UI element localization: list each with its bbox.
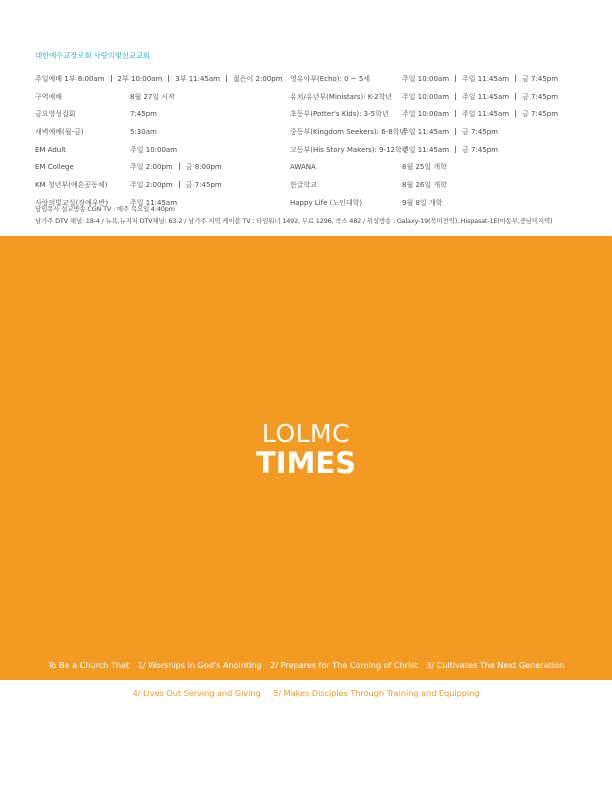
schedule-value: 주일 10:00am [402, 92, 450, 101]
broadcast-line-1: 담임목사 설교방송 CGN TV : 매주 목요일 4:40pm [35, 205, 175, 213]
mission-item: 2/ Prepares for The Coming of Christ [270, 660, 418, 670]
schedule-row [290, 180, 590, 198]
schedule-right-column [290, 74, 590, 216]
schedule-value: 8월 27일 시작 [130, 92, 175, 101]
schedule-label: EM College [35, 163, 74, 172]
schedule-row [35, 92, 285, 110]
schedule-value: 주일 2:00pm [130, 181, 173, 190]
schedule-value: 2부 10:00am [117, 75, 163, 83]
schedule-value: 금 7:45pm [462, 145, 498, 154]
schedule-row [290, 145, 590, 163]
schedule-label: 새벽예배(월-금) [35, 128, 84, 137]
schedule-value: 3부 11:45am [175, 75, 221, 83]
schedule-label: EM Adult [35, 145, 66, 154]
mission-item: 3/ Cultivates The Next Generation [426, 660, 565, 670]
schedule-value: 8월 25일 개학 [402, 163, 447, 172]
schedule-value: 8월 26일 개학 [402, 181, 447, 190]
mission-item: 5/ Makes Disciples Through Training and Equipping [273, 688, 480, 698]
schedule-value: 주일 2:00pm [130, 163, 173, 172]
separator [515, 110, 516, 117]
separator [515, 75, 516, 82]
title-times: TIMES [255, 446, 357, 480]
separator [455, 110, 456, 117]
separator [515, 93, 516, 100]
mission-line-1 [0, 660, 612, 670]
separator [168, 75, 169, 82]
separator [455, 128, 456, 135]
schedule-row [290, 162, 590, 180]
schedule-label: 중등부(Kingdom Seekers): 6-8학년 [290, 128, 407, 137]
schedule-row [290, 198, 590, 216]
schedule-section [0, 0, 612, 236]
schedule-label: 한글학교 [290, 181, 318, 190]
schedule-value: 9월 8일 개학 [402, 198, 443, 207]
separator [455, 93, 456, 100]
mission-item: 1/ Worships in God's Anointing [137, 660, 262, 670]
schedule-value: 주일 10:00am [402, 110, 450, 119]
separator [179, 163, 180, 170]
schedule-value: 주일 11:45am [402, 145, 450, 154]
separator [455, 146, 456, 153]
schedule-row [35, 74, 285, 92]
separator [455, 75, 456, 82]
schedule-label: 사랑의빛교실(장애우반) [35, 198, 109, 207]
schedule-label: 유치/유년부(Ministars): K-2학년 [290, 92, 393, 101]
schedule-label: 구역예배 [35, 92, 63, 101]
mission-item: 4/ Lives Out Serving and Giving [132, 688, 261, 698]
schedule-row [35, 145, 285, 163]
broadcast-line-2: 남가주 DTV 채널: 18-4 / 뉴욕,뉴저지 DTV채널: 63-2 / 남가주 지역 케이블 TV : 타임워너 1492, 무료 1296, 콕스 482 / 위성방송 : Galaxy-19(북미전역), Hispasat-1E(마동부,중남미지역) [35, 217, 553, 225]
separator [226, 75, 227, 82]
schedule-label: KM 청년부(예흔공동체) [35, 181, 108, 190]
schedule-value: 금 7:45pm [522, 110, 559, 119]
schedule-value: 젊은이 2:00pm [233, 75, 283, 83]
schedule-row [290, 74, 590, 92]
separator [111, 75, 112, 82]
schedule-row [290, 127, 590, 145]
schedule-value: 금 7:45pm [522, 75, 559, 83]
mission-line-2 [0, 688, 612, 698]
schedule-value: 7:45pm [130, 110, 157, 119]
schedule-row [35, 109, 285, 127]
schedule-label: 고등부(His Story Makers): 9-12학년 [290, 145, 409, 154]
schedule-label: AWANA [290, 163, 316, 172]
schedule-value: 주일 11:45am [462, 110, 510, 119]
schedule-label: 주일예배 1부 8:00am [35, 75, 105, 83]
schedule-row [290, 109, 590, 127]
schedule-label: Happy Life (노인대학) [290, 198, 363, 207]
schedule-value: 금 7:45pm [462, 128, 498, 137]
mission-intro: To Be a Church That [47, 660, 130, 670]
schedule-value: 5:30am [130, 128, 157, 137]
schedule-label: 초등부(Potter's Kids): 3-5학년 [290, 110, 389, 119]
schedule-value: 주일 11:45am [130, 198, 178, 207]
title-lolmc: LOLMC [261, 419, 351, 448]
schedule-value: 주일 11:45am [462, 92, 510, 101]
schedule-value: 금 7:45pm [185, 181, 222, 190]
schedule-value: 주일 11:45am [402, 128, 450, 137]
schedule-row [290, 92, 590, 110]
schedule-value: 주일 11:45am [462, 75, 510, 83]
schedule-label: 금요영성집회 [35, 110, 76, 119]
schedule-value: 금 7:45pm [522, 92, 559, 101]
separator [179, 181, 180, 188]
schedule-left-column [35, 74, 285, 216]
schedule-row [35, 127, 285, 145]
schedule-row [35, 180, 285, 198]
schedule-value: 주일 10:00am [402, 75, 450, 83]
schedule-label: 영유아부(Echo): 0 ~ 5세 [290, 75, 371, 83]
church-name: 대한예수교장로회 사랑의빛선교교회 [35, 51, 150, 60]
schedule-value: 금 8:00pm [185, 163, 222, 172]
schedule-row [35, 162, 285, 180]
schedule-value: 주일 10:00am [130, 145, 178, 154]
